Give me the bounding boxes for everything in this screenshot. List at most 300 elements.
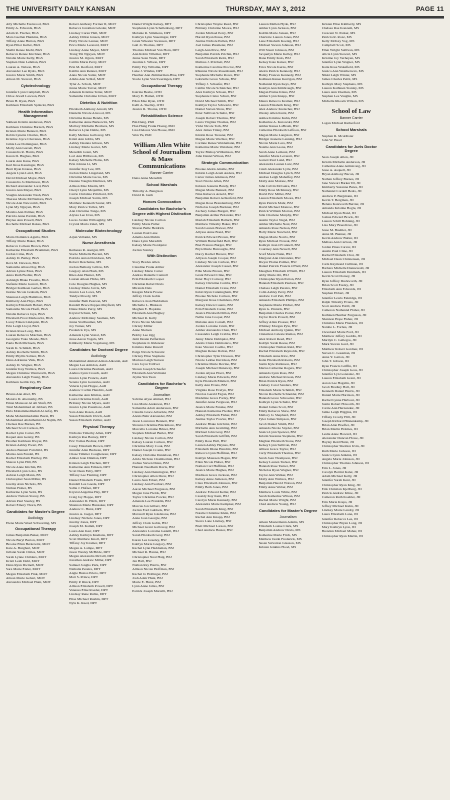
graduate-name: Erin Johnna Li, MS	[69, 162, 98, 167]
graduate-name: Scott Andrew Estill, JD	[321, 304, 356, 309]
graduate-name: Jennifer Sarah Kent, JD	[321, 478, 356, 483]
graduate-name: Chelsea Rae Barnes, BS	[6, 422, 41, 427]
graduate-name: Lindsay Carol Sanders, BSJ	[258, 383, 299, 388]
graduate-name: Alexandra Leigh Young, BGS	[6, 375, 49, 380]
graduate-name: Krystal Angeline Hay, DPT	[69, 490, 109, 495]
graduate-name: Matt S. Prince, DPT	[69, 575, 99, 580]
graduate-name: Carrie Ann Hernandez, JD	[321, 406, 360, 411]
graduate-name: Jacquelyn Marie Kelley, BSJ	[258, 51, 300, 56]
graduate-name: Lindsey Nicole Carlson, BSJ	[195, 260, 237, 265]
graduate-name: Joseph M. Kamm, DPT	[69, 524, 103, 529]
graduate-name: Eric Tomas Bodnar, DPT	[69, 439, 105, 444]
graduate-name: Tiffany Marie Baker, BGS	[6, 239, 44, 244]
section-heading: School Marshals	[146, 181, 178, 187]
graduate-name: Dana Emily Kalo, BSJ	[258, 56, 291, 60]
graduate-name: Jordan Marie Lingeland, MS	[69, 170, 111, 175]
graduate-name: Lindsay Marie Landry, JD	[321, 508, 360, 513]
graduate-name: Helena Kateworth Berrier, JD	[321, 202, 365, 207]
graduate-name: Kelsey Anne Jameson, BSJ	[195, 476, 235, 481]
graduate-name: Amanda Kristine Bogle, JD	[321, 206, 362, 211]
graduate-name: Theresa Marie McNamara, BGS	[6, 196, 53, 201]
graduate-name: Chrissy Elise Stephens	[132, 353, 165, 358]
graduate-name: Nicholas Timothy Allen, DPT	[69, 430, 112, 435]
graduate-name: Krystal Schutz, MS	[69, 311, 98, 316]
graduate-name: Keri Rose Kessinger, BGS	[6, 162, 44, 167]
graduate-name: Adrian Lynne Ensz, BGS	[6, 269, 43, 274]
graduate-name: Bryn Marie Burroughs, BSJ	[195, 247, 236, 252]
graduate-name: Lindsey Ann Everhart, BSJ	[132, 482, 172, 487]
graduate-name: Laura Christine Bonham, AuD	[69, 367, 113, 372]
graduate-name: Christopher Ryan Martin, JD	[321, 533, 363, 538]
graduate-name: Michael Ryan Bond, JD	[321, 210, 356, 215]
graduate-name: Elizabeth Ann Edwards, JD	[321, 287, 361, 292]
graduate-name: Anna Nicole Sailer, MOT	[69, 73, 106, 77]
graduate-name: Lauren Schill Bohning, JD	[321, 219, 360, 224]
graduate-name: Kelsey Dawn Counts, BSJ	[195, 302, 234, 307]
graduate-name: Dana Lynn Meredith	[132, 239, 162, 244]
graduate-name: Joseph Michael Sartin, MS	[69, 196, 108, 201]
graduate-name: Samantha Alissa Day, BGS	[6, 264, 45, 269]
graduate-name: Haylee Ann Powell, BGS	[6, 218, 43, 223]
graduate-name: Melissa Ann Carlson, JD	[321, 240, 358, 245]
graduate-name: Mohammad Ahmad Adnan Alkozah, AuD	[69, 358, 129, 363]
graduate-name: Katherine Ann Klimas, AuD	[69, 392, 110, 397]
graduate-name: Nina Rebecca Arnold, BSJ	[195, 192, 234, 197]
graduate-name: Lauren Paul Lane	[132, 230, 158, 235]
graduate-name: Allison Elizabeth Powell, DPT	[69, 583, 114, 588]
graduate-name: Daniel Steven Shaw, BSJ	[195, 107, 232, 111]
graduate-name: Patrick William Morton, BSJ	[258, 209, 300, 213]
graduate-name: Ellie Marie Brown, BSJ	[195, 268, 230, 273]
graduate-name: Joshua Edward Brock, JD	[321, 214, 359, 219]
graduate-name: Ashley D. Wagner, BGS	[6, 362, 41, 367]
graduate-name: Rhianna Nicole Rosenbaum, BSJ	[195, 68, 243, 73]
graduate-name: Joseph Robert Thomas, BSJ	[195, 115, 236, 120]
graduate-name: Alexandra Lorraine Gaskill, BSJ	[132, 529, 179, 533]
graduate-list-columns	[6, 22, 444, 794]
graduate-name: Megan Rose Brandenburg, BSJ	[195, 200, 241, 205]
graduate-name: Jessica Lynn Passmore, AuD	[69, 405, 111, 410]
graduate-name: Claudia Grace Arbuckle, BSJ	[132, 410, 175, 414]
graduate-name: Melissa J. Pritchett, BSJ	[195, 60, 231, 65]
graduate-name: Hannah Needham Davis, BSJ	[132, 465, 175, 470]
graduate-name: Rachel Ann Knapp, BSJ	[195, 515, 230, 520]
graduate-name: Sarah Joan Thompson, BSJ	[258, 455, 298, 460]
graduate-name: Dana Adrienne Vink, BGS	[6, 358, 44, 363]
graduate-name: Daniel James Scott, BSJ	[258, 404, 294, 409]
graduate-name: William Butterfield Bell, BSJ	[195, 238, 238, 243]
section-heading: Physical Therapy	[82, 423, 115, 429]
graduate-name: John W. Head	[321, 138, 342, 143]
graduate-name: Jennifer Anne Ferguson, BSJ	[195, 400, 237, 405]
section-heading: Cytotechnology	[20, 83, 51, 88]
graduate-name: Josh Adair Hunt, BSJ	[132, 575, 163, 580]
graduate-name: Brittany Nicole Myers, AuD	[69, 401, 110, 406]
graduate-name: Jullann Sarah Chiles, MOT	[6, 550, 45, 555]
graduate-name: Kimberly Suzanne Bates, JD	[321, 185, 363, 190]
graduate-name: Brian Scott Easley, JD	[321, 282, 354, 287]
graduate-name: Michelle Rhoads Wilson, MS	[321, 98, 364, 103]
graduate-name: Brian Patrick Ryan, BSJ	[258, 379, 294, 383]
section-subheading: Banner Carrier	[150, 171, 174, 176]
graduate-name: Jennifer Kay Lee, MS	[69, 166, 101, 171]
graduate-name: Tiffany Lee Fleming, DPT	[69, 473, 107, 478]
graduate-name: Ryan Elliot Keller, BGS	[6, 43, 41, 48]
graduate-name: Kathleen Elizabeth Spilecki, BGS	[6, 102, 55, 107]
graduate-name: Andrew Corbin Hendrix, AuD	[69, 388, 113, 393]
graduate-name: Gregory Alan Hash, MS	[69, 268, 104, 273]
graduate-name: Holly Marie Newbold, BSJ	[258, 230, 298, 235]
graduate-name: Alison M. Stewart, BGS	[6, 77, 41, 82]
graduate-name: Bridget Jeanette Lanning, BSJ	[258, 136, 302, 141]
graduate-name: Michael Dean Christensen, JD	[321, 257, 366, 262]
graduate-name: Jenne Sean Wade, DPT	[132, 56, 166, 60]
graduate-name: Megan Marie Norris, BSJ	[258, 234, 296, 239]
graduate-name: Marie E. Hurst, BSJ	[132, 580, 161, 584]
section-heading: Candidates for Bachelor's Degree with Highest Distinction	[132, 206, 192, 216]
graduate-name: Nathan Jeffrey Barnes, JD	[321, 176, 360, 181]
graduate-name: Andrew P. Bergmann, JD	[321, 193, 358, 198]
name-column-5	[259, 22, 318, 794]
graduate-name: Briana Ann Abel, BS	[6, 392, 36, 397]
graduate-name: Stephanie Claire Schutt, BSJ	[195, 94, 237, 99]
name-column-6	[322, 22, 381, 794]
graduate-name: Andrea Lynn Crouch, AuD	[69, 371, 108, 376]
graduate-name: Benjamin Charles Porter, BSJ	[258, 311, 301, 315]
section-heading: Occupational Studies	[15, 228, 56, 234]
graduate-name: Michael Douglas Lynch, BSJ	[258, 170, 301, 175]
graduate-name: Amanda Lynn Ross, BSJ	[258, 370, 295, 375]
graduate-name: Samantha Christine Urban, MOT	[69, 94, 117, 99]
graduate-name: Elizabeth Anne Rice, BSJ	[258, 353, 296, 358]
graduate-name: Katherine Anne Berkowitz, MS	[69, 119, 115, 124]
graduate-name: Elizabeth Diane Hendrix, BSJ	[195, 447, 239, 452]
graduate-name: Sarah Lauren Brewer, BSJ	[195, 226, 234, 231]
graduate-name: Grant Wheeler Swanson, DPT	[132, 39, 176, 43]
graduate-name: John T. Gibson, JD	[321, 359, 349, 364]
graduate-name: Casey Elizabeth Brown, DPT	[69, 443, 112, 448]
graduate-name: Marissa Leigh Stetson	[132, 358, 165, 363]
graduate-name: Katrina Beebe, OTD	[132, 90, 162, 95]
graduate-name: Katherine Elizabeth Brummett, BGS	[6, 247, 59, 252]
graduate-name: Margaret Rose Chambers, BSJ	[195, 298, 240, 303]
graduate-name: Megan Lee Amidon, AuD	[69, 362, 106, 367]
graduate-name: Holly Nicole Lenner, MOT	[69, 39, 109, 43]
graduate-name: Alyssa Lee Ursu, MS	[69, 213, 100, 218]
graduate-name: Austin Taylor Nagel, BSJ	[258, 217, 295, 222]
graduate-name: Taylor Bishop Williamson, BSJ	[195, 149, 241, 154]
graduate-name: Will Stuart Johnson, BSJ	[258, 47, 295, 52]
graduate-name: Hannah Elizabeth Paulson, BSJ	[258, 281, 304, 286]
graduate-name: Emily Phyllis Saltzer, BGS	[6, 354, 45, 359]
graduate-name: Jeremy Jones, DPT	[69, 520, 97, 525]
graduate-name: Sarah Lynne Childers, MOT	[6, 554, 47, 559]
graduate-name: Jan Hall, BSJ	[132, 558, 152, 563]
graduate-name: Jamie Leigh Higgins, JD	[321, 410, 357, 415]
graduate-name: Kristine Joyce Chavanes, BGS	[6, 137, 50, 142]
graduate-name: Charlotte Lauren Jones, BSJ	[258, 34, 299, 39]
graduate-name: Allison Nicole Hoffman, BSJ	[132, 567, 175, 572]
graduate-name: Amber Renee LaBrash, BSJ	[258, 124, 299, 128]
graduate-name: Carrie Christine Pritchard, MS	[69, 192, 113, 197]
section-heading: Nurse Anesthesia	[82, 240, 116, 246]
graduate-name: Jesse A. Asquell, JD	[321, 168, 351, 173]
graduate-name: Chelsea Rae Konzem, MS	[321, 26, 360, 31]
graduate-name: Robin Lynette Charles, BGS	[6, 133, 47, 138]
graduate-name: Angie Bustos Prieto, DPT	[69, 571, 107, 576]
graduate-name: Zachary James Burgett, BSJ	[195, 209, 236, 214]
graduate-name: Jeffrey Michael Kuhn, JD	[321, 503, 359, 508]
graduate-name: Christopher Joseph Goss, JD	[321, 367, 363, 372]
graduate-name: Jacob Bradley Hall, JD	[321, 384, 355, 389]
graduate-name: Arjun Vellanki, MS	[69, 234, 97, 239]
graduate-name: Kelsey Christine Danielson, BSJ	[132, 452, 179, 457]
graduate-name: Michelle L. Hinkson	[132, 302, 162, 307]
graduate-name: Alexander Duncan Howe, JD	[321, 435, 364, 440]
graduate-name: Lindsey Nicole Carlton, BSJ	[132, 435, 174, 440]
graduate-name: Marcus Jon Gilbert, BSJ	[132, 503, 168, 508]
graduate-name: Emily Rose Hall, BSJ	[195, 438, 227, 443]
graduate-name: Anna Joan Georgie, BSJ	[132, 516, 168, 521]
graduate-name: Kevin Andrew Butler, JD	[321, 236, 358, 241]
graduate-name: Kate A. Burghart, MOT	[6, 546, 40, 551]
graduate-name: Leslie Anne Howard, JD	[321, 431, 357, 436]
graduate-name: Adam R. Fischer, BGS	[6, 30, 39, 35]
graduate-name: Kathleen Christine Bartsch, BGS	[6, 124, 54, 129]
graduate-name: Lindsey Marie Edwards, BSJ	[195, 374, 237, 379]
graduate-name: Wesley Allen Kurtz, BSJ	[258, 111, 294, 116]
graduate-name: Kelsey Lynn Sullivan, BSJ	[258, 442, 297, 447]
graduate-name: Megan Marie Bennett, BSJ	[195, 187, 235, 192]
graduate-name: Lauren Elizabeth Denmark, JD	[321, 270, 366, 275]
graduate-name: Rebecca Lynn Dahle, MS	[69, 128, 106, 133]
graduate-name: Kathryn Lynn Schultz, BSJ	[258, 400, 298, 405]
graduate-name: Scarf Marie Nunn, BSJ	[258, 251, 292, 256]
graduate-name: Justin Kyle Robinson, BSJ	[258, 362, 297, 366]
graduate-name: Lindsay Anne Meyer, MOT	[69, 47, 109, 52]
graduate-name: Jennifer Marie Leverett, BSJ	[258, 153, 300, 158]
graduate-name: Molly Ann Wallace, BSJ	[258, 476, 294, 481]
graduate-name: Stephanie Lynn Schellenberg, DPT	[132, 26, 183, 31]
graduate-name: Cameron Ruth Koehler, JD	[321, 495, 361, 500]
graduate-name: Molly Ann Garrett, BGS	[6, 145, 42, 150]
graduate-name: Emily Rebecca Shaw, BSJ	[258, 408, 297, 413]
graduate-name: Nicole Beryl Barton, MOT	[6, 537, 45, 542]
graduate-name: Christine Mary Cook, BSJ	[132, 444, 170, 448]
graduate-name: Rochelle Michael Rakes, BGS	[6, 222, 50, 227]
graduate-name: Christopher Ryan Patton, BSJ	[258, 277, 301, 281]
graduate-name: Kathryn Mary Stephens, MS	[321, 81, 363, 86]
graduate-name: Stacy Bredes Allen	[132, 260, 160, 265]
graduate-name: Ashleigh Blake Fiorella, BGS	[6, 277, 49, 282]
section-subheading: Banner Carrier	[339, 116, 363, 121]
graduate-name: Patricia Anne Parrish, BGS	[6, 213, 45, 218]
graduate-name: Lauren Kathleen Stanley, MS	[321, 85, 364, 90]
graduate-name: Katherine Ann Eriksen, DPT	[69, 464, 111, 469]
graduate-name: Randall Lee Gaede, DPT	[69, 481, 105, 486]
graduate-name: Rachel Elizabeth Reynolds, BSJ	[258, 349, 305, 354]
graduate-name: Mallory Michelle Brothers, MS	[69, 124, 115, 129]
graduate-name: Daniel Elizabeth Frank, DPT	[69, 477, 111, 482]
graduate-name: Laura Jean Erbert, BSJ	[132, 478, 165, 482]
graduate-name: Courtney Ann Newell, BSJ	[258, 247, 298, 252]
graduate-name: Michael R. Hanna, BSJ	[132, 550, 166, 555]
graduate-name: Shawn Joseph Schaefer	[132, 366, 166, 371]
graduate-name: Amber Lynn Knapp, BSJ	[258, 94, 295, 99]
graduate-name: Shelbi Renee Kiehl, BGS	[6, 47, 43, 52]
graduate-name: Stephen Michael Butler, BSJ	[132, 431, 174, 436]
graduate-name: Adam Michael Kelly, JD	[321, 474, 358, 479]
graduate-name: Joy Turner, MS	[69, 324, 92, 329]
graduate-name: Bryan Anthony Bacon, JD	[321, 172, 360, 177]
graduate-name: Kelly Melissa Galloway, MS	[69, 132, 111, 137]
graduate-name: Erica Marie Leonard, MOT	[69, 43, 109, 48]
graduate-name: Cameron Nathaniel Fisher, JD	[321, 308, 365, 313]
graduate-name: Christopher Tyler Dawson, BSJ	[195, 353, 241, 358]
graduate-name: Corinne Renee Weidemann, BSJ	[195, 141, 242, 145]
graduate-name: Carolyn Marie Kennedy, BSJ	[195, 498, 238, 503]
graduate-name: Bin Deng, PhD	[132, 119, 155, 124]
graduate-name: Cinnamon Celeste Ramos, BSJ	[258, 332, 303, 337]
graduate-name: Jennifer Lynn Wagner, MS	[321, 60, 360, 65]
graduate-name: Marcella Lorraine Briner, BSJ	[132, 427, 176, 431]
graduate-name: Christopher Neal Haig, BSJ	[132, 554, 172, 559]
graduate-name: Jessica Marie Hughes, BSJ	[195, 468, 234, 473]
graduate-name: Jennifer Beth Pearson, MS	[69, 298, 108, 303]
graduate-name: Logan Michael Rutherford	[321, 120, 360, 125]
graduate-name: Shawna Christine Blackmore, BSJ	[132, 422, 182, 427]
graduate-name: Amber Lynn Jackson, BSJ	[258, 26, 297, 31]
graduate-name: Jessica Marie Fenske, BSJ	[195, 404, 234, 409]
graduate-name: Kenneth Daniel Harris, JD	[321, 389, 360, 394]
graduate-name: Timothy A. Bengtson	[132, 188, 163, 193]
section-heading: Candidates for Master's Degree	[6, 508, 65, 514]
graduate-name: Megan A. Lampe, DPT	[69, 545, 103, 550]
graduate-name: Kristine Joy Verheyen, MS	[321, 56, 361, 60]
graduate-name: Sabrina Alyse Ahmed, BSJ	[132, 397, 171, 402]
graduate-name: Andrew McKinley Seaman, MS	[69, 315, 115, 320]
graduate-name: Elizabeth Ann Wolinski	[132, 370, 167, 375]
graduate-name: Patricia Anton Davidson, MS	[69, 256, 111, 261]
graduate-name: Luke J. Windus, DPT	[132, 68, 163, 73]
graduate-name: Emily Marie Fuller	[132, 222, 160, 227]
graduate-name: Megan Elizabeth Fink, MOT	[6, 571, 48, 576]
graduate-name: Kaitlyn Maureen Hogan, BSJ	[195, 455, 238, 460]
graduate-name: Brett Michael Larson, BSJ	[195, 523, 234, 528]
graduate-name: Christopher Sheldon Irvin, JD	[321, 444, 365, 449]
graduate-name: Jennifer Lyn Gonzalez, JD	[321, 372, 360, 377]
graduate-name: Peter Hoyt Conway, BSJ	[195, 277, 231, 282]
graduate-name: Christina Renee Benda, MS	[69, 115, 109, 120]
graduate-name: Sierra Lane Lindsey, BSJ	[195, 519, 232, 524]
graduate-name: Jacob Daniel Smith, BSJ	[258, 421, 294, 426]
graduate-name: Benjamin Robert Achterfeld, BSJ	[195, 196, 244, 201]
section-heading: With Distinction	[147, 253, 177, 259]
graduate-name: Ann Robin Villemar, DPT	[132, 51, 170, 56]
graduate-name: Andrew Michael Rowan, BSJ	[258, 374, 301, 379]
graduate-name: Christopher Wayne Reed, BSJ	[195, 22, 239, 26]
graduate-name: Nathalia Pereira, DPT	[69, 566, 101, 571]
graduate-name: James Charles Pettit, MS	[321, 77, 358, 82]
graduate-name: Amanda Lynn Vestal, MS	[69, 332, 106, 337]
graduate-name: Lindsey Marie Carter	[132, 268, 163, 273]
graduate-name: Tiffany Anne Hutton, BGS	[6, 39, 45, 43]
graduate-name: Jenny Marie Dahlquist, BSJ	[195, 336, 236, 341]
graduate-name: Maha Mohammedamin Bazzi, BS	[6, 413, 55, 418]
graduate-name: Justine Nichole Pullen, BSJ	[195, 39, 235, 43]
graduate-name: Daniel Joseph Cronin, BSJ	[132, 448, 171, 453]
graduate-name: Natalie Ann Leone, BSJ	[258, 145, 293, 150]
graduate-name: Sara Marie Eisler, MOT	[6, 567, 41, 572]
graduate-name: Hannah Rose Turner, BSJ	[258, 464, 296, 468]
graduate-name: Kelsey Christine Combs, BSJ	[195, 281, 238, 286]
graduate-name: Lindsay Marie Jarvis, MS	[69, 285, 106, 290]
graduate-name: Jeffrey Allen Prosser, BSJ	[258, 319, 296, 324]
graduate-name: Ryan G. Pinnick, BSJ	[258, 306, 290, 311]
graduate-name: David Michael Major, BGS	[6, 175, 46, 180]
graduate-name: Natalie Christine Klein, BSJ	[195, 510, 236, 515]
graduate-name: Justine Taylor Fowler, BSJ	[195, 417, 234, 422]
graduate-name: Sahleen Kristin Anderson, BGS	[6, 120, 52, 125]
graduate-name: Ryan Patrick Mohr, BSJ	[258, 200, 293, 205]
graduate-name: Campbell Scott, MS	[321, 43, 351, 48]
graduate-name: Stefanie Marie Garrett, BGS	[6, 281, 47, 286]
graduate-name: Brittany Christine Moore, BSJ	[195, 26, 239, 31]
graduate-name: Jason Wesley McBride, DPT	[69, 549, 111, 554]
graduate-name: Emily Beth Jones, BSJ	[195, 485, 228, 490]
graduate-name: Nikki Leigh Winter, MS	[321, 73, 357, 77]
graduate-name: Bridget Kathleen Gerber, BGS	[6, 286, 50, 291]
graduate-name: Jessica A. Jaeger, DPT	[69, 511, 102, 516]
graduate-name: Lauren Elizabeth Moore, BSJ	[258, 196, 301, 201]
graduate-name: Emily Fay Wiltamu, DPT	[132, 64, 169, 69]
page-number: PAGE 11	[415, 5, 444, 13]
graduate-name: Anna M. Bunner, JD	[321, 231, 352, 236]
graduate-name: Sharon Belle Heidrick	[132, 226, 164, 231]
graduate-name: Frederick Uys, MS	[69, 328, 97, 333]
graduate-name: Paula Beth Michaels, BGS	[6, 341, 45, 346]
graduate-name: Ashlee Kristine Kuhn, BSJ	[258, 115, 297, 120]
graduate-name: Cassandra Leigh Crabbe, BSJ	[195, 332, 238, 337]
section-heading: Occupational Therapy	[141, 83, 183, 88]
graduate-name: Kristen Elise Kimberly, MS	[321, 22, 362, 26]
graduate-name: Amber Jean Dinman, DPT	[69, 456, 107, 461]
graduate-name: Elizabeth Lynn Lobo, BS	[6, 468, 43, 473]
graduate-name: Christopher Thomas Johnson, JD	[321, 461, 369, 466]
graduate-name: David Michael Smith, BSJ	[195, 98, 234, 103]
graduate-name: Lauren Mellen Hyde, BSJ	[258, 22, 296, 26]
graduate-name: Andrew Carl Pett, BSJ	[258, 294, 291, 298]
graduate-name: Jane Stewart Barker III, JD	[321, 180, 361, 185]
graduate-name: Alex Andrew Kreischer, BSJ	[258, 107, 300, 111]
graduate-name: Ashley Kathryn Knehans, DPT	[69, 532, 114, 537]
graduate-name: Stephen Dale Lehman, BGS	[6, 60, 47, 65]
graduate-name: Jordan Crine, BGS	[6, 252, 33, 257]
graduate-name: Rethessa R. Aseigui, MS	[69, 247, 105, 252]
graduate-name: Taylor Davis Powell, BSJ	[258, 315, 296, 320]
graduate-name: Katherine Marie Weishaar, BSJ	[195, 145, 241, 150]
graduate-name: Maura Rebecca Kramer, BSJ	[258, 98, 300, 103]
graduate-name: Susan Elizabeth Ulrich, AuD	[69, 413, 111, 418]
graduate-name: Lisa Mary Breedlove, JD	[321, 223, 358, 228]
graduate-name: Alex Kathryn Schoen, BSJ	[195, 90, 234, 94]
graduate-name: Eman Mansour Al Ali Shafi, BS	[6, 400, 52, 405]
name-column-3	[132, 22, 191, 794]
section-heading: Candidates for Juris Doctor Degree	[325, 143, 377, 154]
graduate-name: Amanda Lee Franklin, BSJ	[132, 499, 171, 504]
section-heading: Respiratory Care	[19, 385, 52, 391]
graduate-name: David Eric Miller, BSJ	[258, 192, 292, 196]
